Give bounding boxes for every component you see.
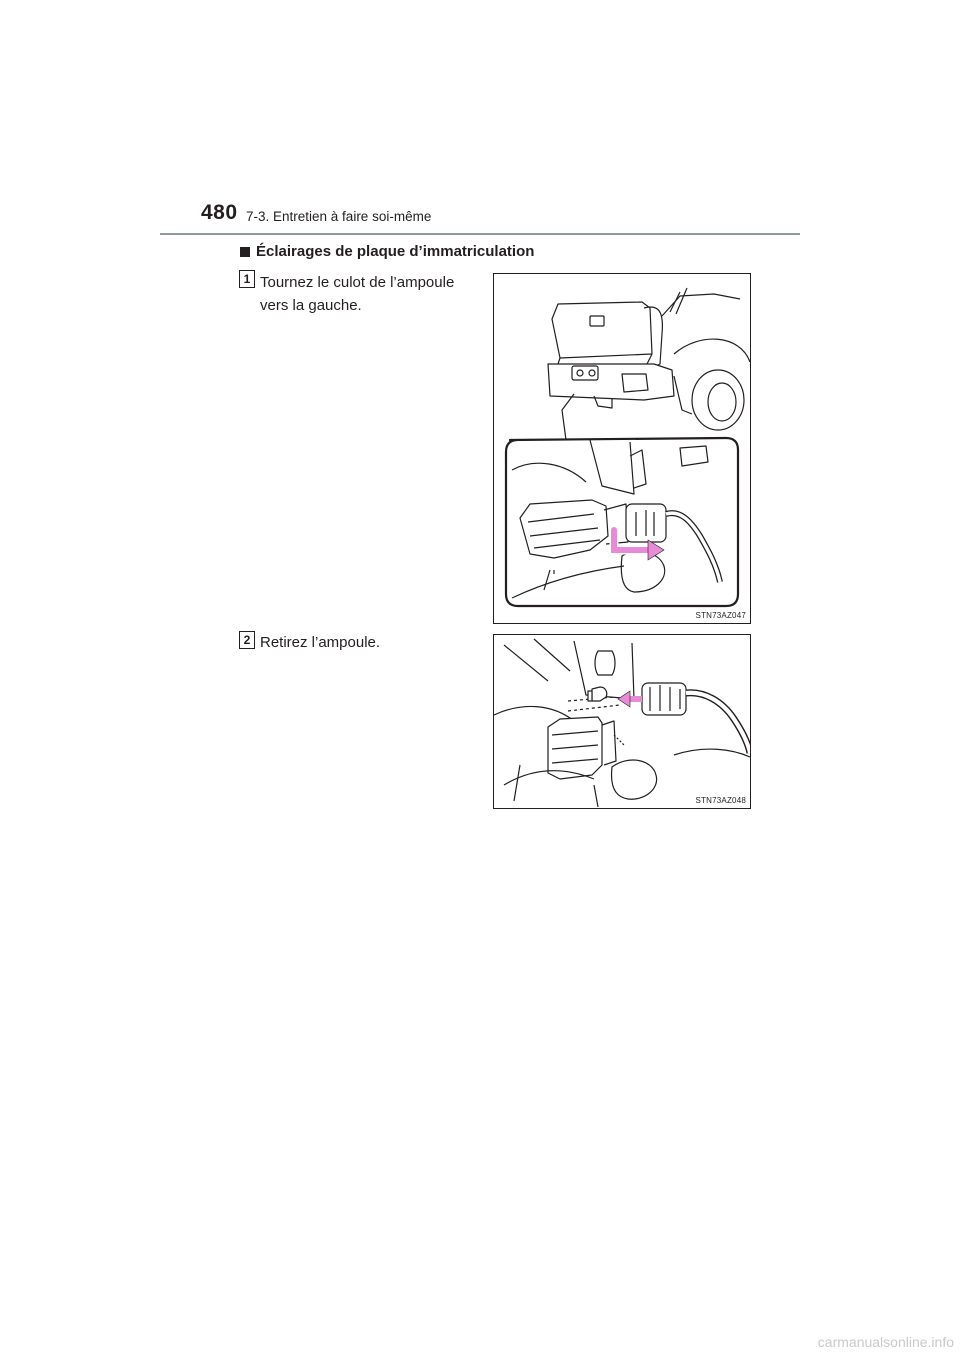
square-bullet-icon bbox=[240, 247, 250, 257]
figure-code-2: STN73AZ048 bbox=[695, 796, 746, 805]
section-heading bbox=[240, 243, 534, 260]
step-number-2: 2 bbox=[239, 631, 255, 649]
watermark: carmanualsonline.info bbox=[817, 1334, 954, 1350]
step-number-1: 1 bbox=[239, 270, 255, 288]
step-text-1: Tournez le culot de l’ampoule vers la gauche. bbox=[260, 274, 455, 314]
section-title: Éclairages de plaque d’immatriculation bbox=[256, 243, 535, 260]
figure-code-1: STN73AZ047 bbox=[695, 611, 746, 620]
rear-truck-illustration bbox=[494, 274, 750, 623]
step-text-2: Retirez l’ampoule. bbox=[260, 634, 381, 651]
page-number: 480 bbox=[201, 201, 238, 224]
figure-step-1 bbox=[493, 273, 751, 624]
bulb-removal-illustration bbox=[494, 635, 750, 808]
chapter-title: 7-3. Entretien à faire soi-même bbox=[246, 209, 432, 224]
header-rule bbox=[160, 233, 800, 235]
figure-step-2 bbox=[493, 634, 751, 809]
